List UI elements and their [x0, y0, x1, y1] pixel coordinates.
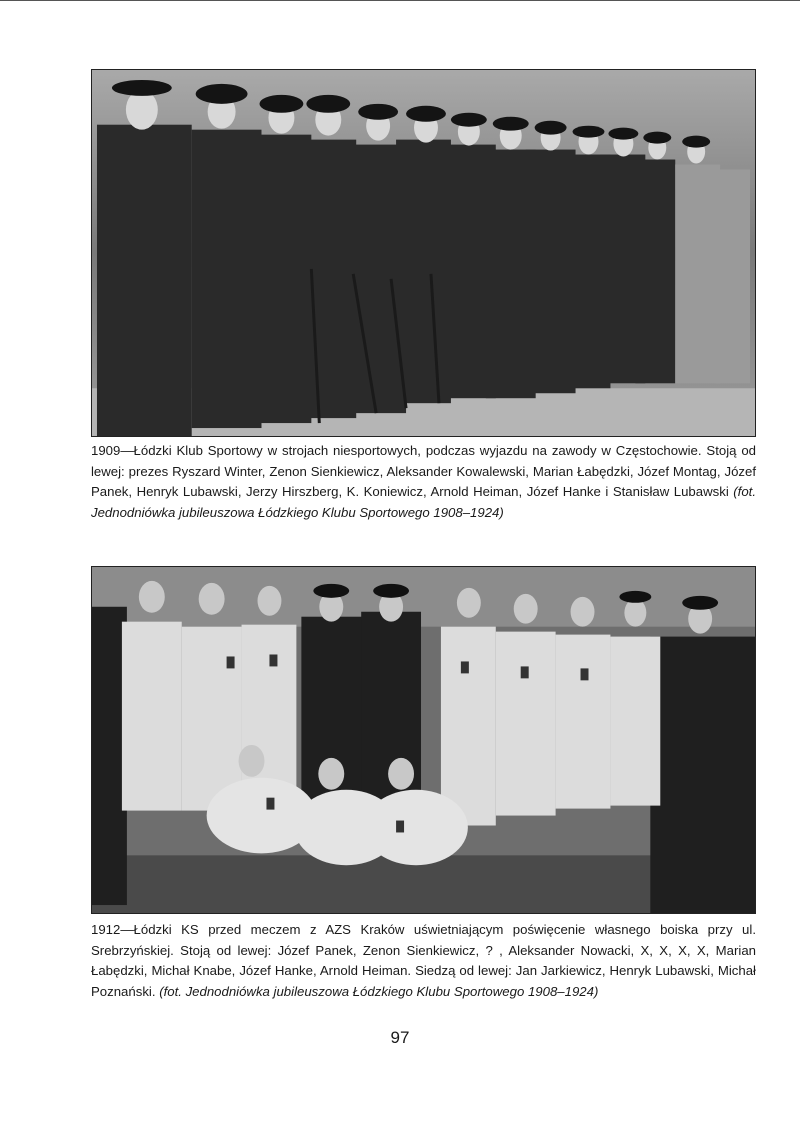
top-border-line — [0, 0, 800, 1]
page-number: 97 — [390, 1028, 410, 1047]
photo-1912-team-before-match — [91, 566, 756, 914]
photo-1909-team-street-clothes — [91, 69, 756, 437]
photo-2-caption — [91, 920, 756, 1002]
photo-1-caption-text: 1909—Łódzki Klub Sportowy w strojach niesportowych, podczas wyjazdu na zawody w Częstochowie. Stoją od lewej: prezes Ryszard Winter, Zenon Sienkiewicz, Aleksander Kowalewski, Marian Łabędzki, Józef Montag, Józef Panek, Henryk Lubawski, Jerzy Hirszberg, K. Koniewicz, Arnold Heiman, Józef Hanke i Stanisław Lubawski — [91, 443, 756, 500]
photo-2-caption-text: 1912—Łódzki KS przed meczem z AZS Kraków uświetniającym poświęcenie własnego boiska przy ul. Srebrzyńskiej. Stoją od lewej: Józef Panek, Zenon Sienkiewicz, ? , Aleksander Nowacki, X, X, X, X, Marian Łabędzki, Michał Knabe, Józef Hanke, Arnold Heiman. Siedzą od lewej: Jan Jarkiewicz, Henryk Lubawski, Michał Poznański. — [91, 922, 756, 999]
photo-2-source: (fot. Jednodniówka jubileuszowa Łódzkiego Klubu Sportowego 1908–1924) — [159, 983, 599, 999]
photo-1-caption — [91, 441, 756, 523]
photo-1-source: (fot. Jednodniówka jubileuszowa Łódzkiego Klubu Sportowego 1908–1924) — [91, 484, 756, 520]
